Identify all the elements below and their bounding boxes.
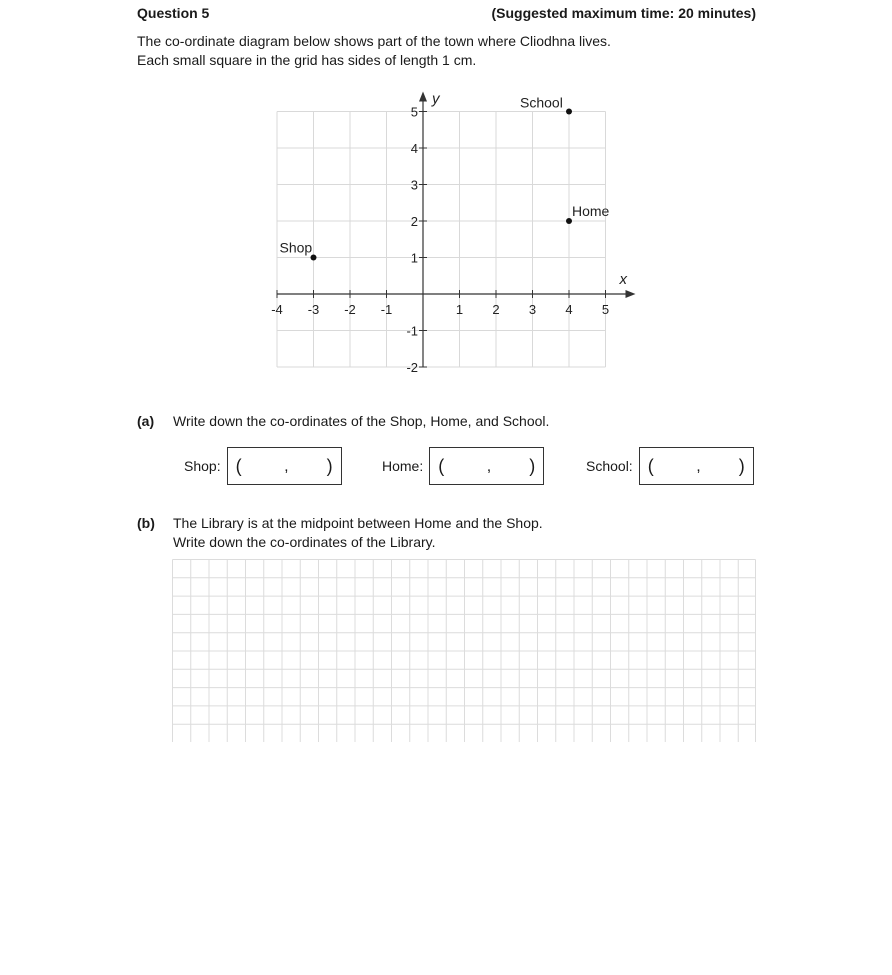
y-tick-label: 4 [410,141,418,156]
close-paren: ) [529,455,536,476]
shop-label: Shop [279,239,313,256]
school-answer [586,445,754,487]
shop-answer-label: Shop: [184,458,221,474]
school-answer-box[interactable] [639,447,754,485]
x-tick-label: -4 [271,302,283,317]
y-tick-label: 1 [410,250,418,266]
intro-line-2: Each small square in the grid has sides of length 1 cm. [137,52,477,68]
intro-line-1: The co-ordinate diagram below shows part of the town where Cliodhna lives. [137,33,611,49]
x-tick-label: -3 [307,302,320,317]
comma: , [284,458,289,475]
question-title: Question 5 [137,5,210,21]
x-tick-label: 3 [528,302,537,317]
part-b-line-1: The Library is at the midpoint between Home and the Shop. [173,515,543,531]
open-paren: ( [647,455,654,476]
school-label: School [520,94,563,111]
x-axis-arrow [626,290,636,298]
coordinate-diagram [0,0,892,400]
part-a-text: Write down the co-ordinates of the Shop, Home, and School. [173,413,550,429]
school-answer-label: School: [586,458,633,474]
open-paren: ( [438,455,445,476]
shop-answer [184,445,342,487]
x-tick-label: -2 [344,302,356,317]
x-tick-label: 1 [455,302,464,317]
working-grid[interactable] [172,559,756,742]
close-paren: ) [738,455,745,476]
home-answer [382,445,544,487]
part-b-label: (b) [137,515,155,531]
comma: , [696,458,701,475]
home-label: Home [572,203,610,219]
close-paren: ) [326,455,333,476]
y-tick-label: 5 [410,104,418,120]
y-tick-label: -2 [406,360,418,375]
y-axis-arrow [419,92,427,102]
y-tick-label: -1 [406,323,418,339]
comma: , [486,458,492,475]
suggested-time: (Suggested maximum time: 20 minutes) [491,5,756,21]
shop-answer-box[interactable] [227,447,342,485]
part-a-label: (a) [137,413,155,429]
y-tick-label: 3 [410,177,418,193]
part-b-text [173,514,543,552]
x-tick-label: -1 [380,302,393,317]
x-tick-label: 2 [492,302,500,317]
part-b-line-2: Write down the co-ordinates of the Library. [173,534,436,550]
home-answer-label: Home: [382,458,424,474]
school-point [566,109,572,115]
x-axis-label: x [619,271,627,288]
home-answer-box[interactable] [429,447,544,485]
x-tick-label: 5 [601,302,610,317]
x-tick-label: 4 [565,302,573,317]
open-paren: ( [235,455,242,476]
y-axis-label: y [432,90,440,108]
y-tick-label: 2 [410,214,418,229]
